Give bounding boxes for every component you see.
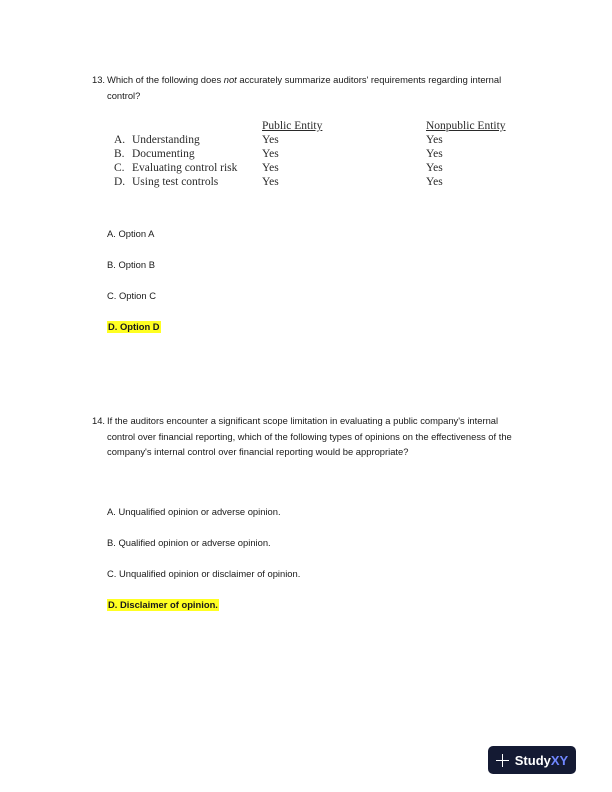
row-label: Documenting — [132, 148, 195, 160]
q13-option-c[interactable]: C. Option C — [107, 290, 156, 301]
row-label: Evaluating control risk — [132, 162, 238, 174]
row-public-value: Yes — [262, 134, 279, 146]
row-letter: B. — [114, 148, 125, 160]
row-letter: C. — [114, 162, 125, 174]
table-row — [114, 162, 534, 176]
row-public-value: Yes — [262, 148, 279, 160]
q14-option-d-correct[interactable]: D. Disclaimer of opinion. — [108, 599, 218, 610]
row-label: Understanding — [132, 134, 200, 146]
table-row — [114, 134, 534, 148]
question-text: If the auditors encounter a significant scope limitation in evaluating a public company's internal control over financial reporting, which of the following types of opinions on the effectiveness of the company's internal control over financial reporting would be appropriate? — [107, 415, 512, 457]
q13-option-a[interactable]: A. Option A — [107, 228, 155, 239]
brand-name: StudyXY — [514, 752, 569, 768]
row-public-value: Yes — [262, 176, 279, 188]
q14-option-a[interactable]: A. Unqualified opinion or adverse opinion. — [107, 506, 281, 517]
row-nonpublic-value: Yes — [426, 176, 443, 188]
question-text: Which of the following does not accurately summarize auditors' requirements regarding internal control? — [107, 74, 502, 101]
row-letter: A. — [114, 134, 126, 146]
table-header-nonpublic: Nonpublic Entity — [426, 120, 506, 132]
table-row — [114, 148, 534, 162]
q13-option-d-correct[interactable]: D. Option D — [108, 321, 160, 332]
q14-option-c[interactable]: C. Unqualified opinion or disclaimer of opinion. — [107, 568, 301, 579]
question-number: 14. — [92, 415, 106, 426]
row-nonpublic-value: Yes — [426, 134, 443, 146]
question-14 — [92, 413, 512, 460]
plus-icon — [496, 754, 509, 767]
q13-option-b[interactable]: B. Option B — [107, 259, 155, 270]
question-13 — [92, 72, 512, 103]
row-letter: D. — [114, 176, 126, 188]
q14-option-b[interactable]: B. Qualified opinion or adverse opinion. — [107, 537, 271, 548]
studyxy-logo[interactable] — [488, 746, 576, 774]
requirements-table — [114, 120, 534, 200]
row-public-value: Yes — [262, 162, 279, 174]
table-header-public: Public Entity — [262, 120, 323, 132]
table-row — [114, 176, 534, 190]
question-number: 13. — [92, 74, 106, 85]
row-nonpublic-value: Yes — [426, 148, 443, 160]
row-label: Using test controls — [132, 176, 219, 188]
row-nonpublic-value: Yes — [426, 162, 443, 174]
